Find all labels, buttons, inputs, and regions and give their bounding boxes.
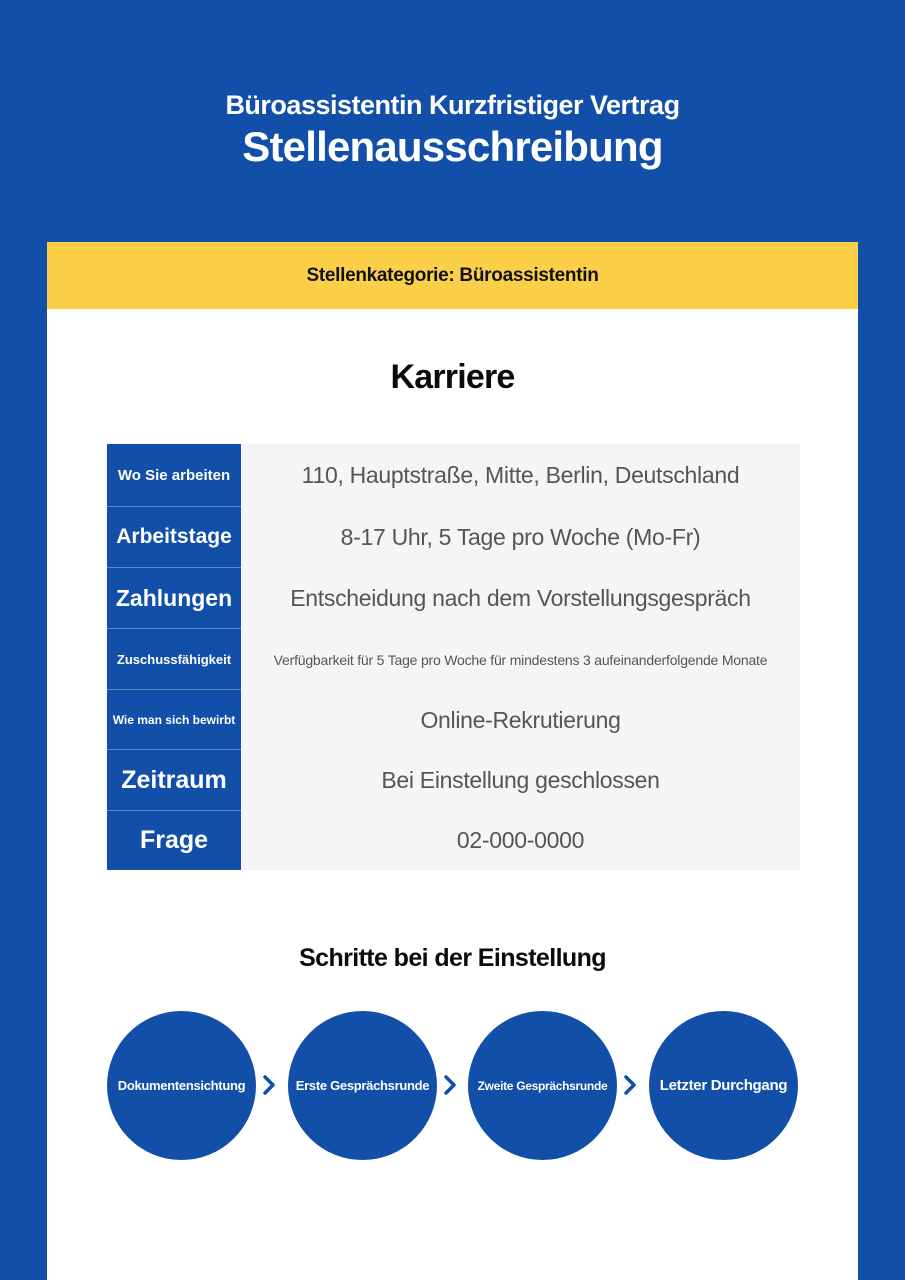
page-title: Stellenausschreibung [242,123,663,170]
info-value: Bei Einstellung geschlossen [241,750,800,811]
category-banner: Stellenkategorie: Büroassistentin [47,242,858,309]
header-subtitle: Büroassistentin Kurzfristiger Vertrag [225,90,680,120]
step-first-interview: Erste Gesprächsrunde [288,1011,437,1160]
info-row-working-days [107,507,800,568]
step-second-interview: Zweite Gesprächsrunde [468,1011,617,1160]
info-label: Zuschussfähigkeit [107,629,241,690]
info-row-location [107,444,800,507]
info-row-eligibility [107,629,800,690]
info-value: Online-Rekrutierung [241,690,800,750]
info-label: Arbeitstage [107,507,241,568]
info-value: 110, Hauptstraße, Mitte, Berlin, Deutschland [241,444,800,507]
info-label: Wo Sie arbeiten [107,444,241,507]
steps-title: Schritte bei der Einstellung [299,944,606,972]
info-label: Zeitraum [107,750,241,811]
job-info-table [107,444,800,870]
chevron-right-icon [620,1073,640,1097]
step-final-round: Letzter Durchgang [649,1011,798,1160]
info-label: Wie man sich bewirbt [107,690,241,750]
info-row-how-to-apply [107,690,800,750]
info-value: Entscheidung nach dem Vorstellungsgespräch [241,568,800,629]
chevron-right-icon [440,1073,460,1097]
page-header [0,0,905,242]
section-title: Karriere [390,358,515,396]
info-value: 02-000-0000 [241,811,800,870]
info-row-contact [107,811,800,870]
info-row-payments [107,568,800,629]
job-posting-card [47,242,858,1280]
info-label: Frage [107,811,241,870]
info-value: Verfügbarkeit für 5 Tage pro Woche für mindestens 3 aufeinanderfolgende Monate [241,629,800,690]
info-label: Zahlungen [107,568,241,629]
info-value: 8-17 Uhr, 5 Tage pro Woche (Mo-Fr) [241,507,800,568]
chevron-right-icon [259,1073,279,1097]
step-document-review: Dokumentensichtung [107,1011,256,1160]
info-row-period [107,750,800,811]
